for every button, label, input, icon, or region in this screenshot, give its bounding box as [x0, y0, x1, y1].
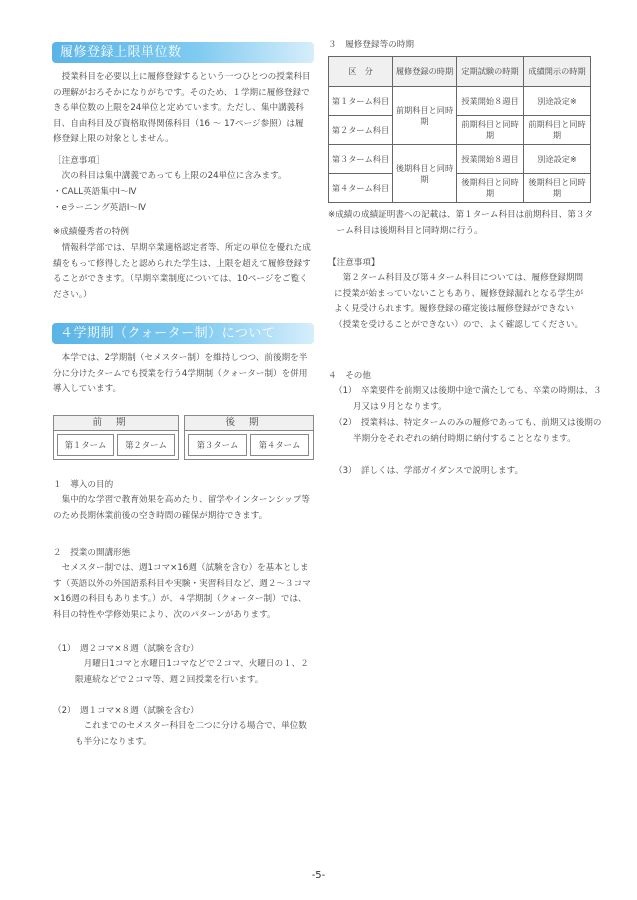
- other-heading: ４ その他: [328, 371, 371, 381]
- format-body: セメスター制では、週1コマ×16週（試験を含む）を基本とします（英語以外の外国語系科目や実験・実習科目など、週２～３コマ×16週の科目もあります。）が、４学期制（クォーター制）では、科目の特性や学修効果により、次のパターンがあります。: [53, 563, 311, 620]
- second-half-box: [184, 430, 314, 460]
- header-registration: 履修登録の時期: [393, 57, 457, 87]
- registration-period-heading: ３ 履修登録等の時期: [328, 40, 414, 50]
- first-half-box: [53, 430, 179, 460]
- note-item-call: ・CALL英語集中Ⅰ～Ⅳ: [53, 187, 137, 197]
- pattern2-heading: （2） 週１コマ×８週（試験を含む）: [53, 706, 199, 716]
- registration-second-half: 後期科目と同時期: [393, 145, 457, 203]
- row-exam: 後期科目と同時期: [457, 174, 524, 203]
- header-grade: 成績開示の時期: [524, 57, 591, 87]
- pattern2-body: これまでのセメスター科目を二つに分ける場合で、単位数も半分になります。: [75, 721, 307, 747]
- page-number: -5-: [311, 870, 326, 881]
- credit-limit-body: 授業科目を必要以上に履修登録するという一つひとつの授業科目の理解がおろそかになりがちです。そのため、１学期に履修登録できる単位数の上限を24単位と定めています。ただし、集中講義科目、自由科目及び資格取得関係科目（16 ～ 17ページ参照）は履修登録上限の対象としません。: [53, 72, 311, 144]
- section-title-quarter-system: ４学期制（クォーター制）について: [52, 323, 314, 344]
- exception-heading: ※成績優秀者の特例: [53, 227, 129, 237]
- term-1: 第１ターム: [57, 434, 114, 456]
- registration-first-half: 前期科目と同時期: [393, 87, 457, 145]
- notes-heading: ［注意事項］: [53, 156, 105, 166]
- row-exam: 前期科目と同時期: [457, 116, 524, 145]
- row-grade: 別途設定※: [524, 145, 591, 174]
- first-half-label: 前期: [53, 415, 179, 430]
- purpose-body: 集中的な学習で教育効果を高めたり、留学やインターンシップ等のため長期休業前後の空き時間の確保が期待できます。: [53, 495, 310, 521]
- row-term: 第４ターム科目: [329, 174, 393, 203]
- other-item-2: （2） 授業料は、特定タームのみの履修であっても、前期又は後期の半期分をそれぞれの納付時期に納付することとなります。: [334, 418, 602, 444]
- quarter-diagram: [53, 415, 313, 457]
- table-row: [329, 116, 591, 145]
- row-term: 第２ターム科目: [329, 116, 393, 145]
- other-item-1: （1） 卒業要件を前期又は後期中途で満たしても、卒業の時期は、３月又は９月となります。: [334, 386, 602, 412]
- note-item-elearning: ・eラーニング英語Ⅰ～Ⅳ: [53, 203, 146, 213]
- table-row: [329, 174, 591, 203]
- table-row: [329, 87, 591, 116]
- table-note: ※成績の成績証明書への記載は、第１ターム科目は前期科目、第３ターム科目は後期科目と同時期に行う。: [328, 210, 594, 236]
- caution-heading: 【注意事項】: [328, 258, 380, 268]
- caution-body: 第２ターム科目及び第４ターム科目については、履修登録期間に授業が始まっていないこともあり、履修登録漏れとなる学生がよく見受けられます。履修登録の確定後は履修登録ができない（授業を受けることができない）ので、よく確認してください。: [334, 273, 584, 330]
- header-exam: 定期試験の時期: [457, 57, 524, 87]
- pattern1-heading: （1） 週２コマ×８週（試験を含む）: [53, 644, 199, 654]
- row-term: 第１ターム科目: [329, 87, 393, 116]
- other-item-3: （3） 詳しくは、学部ガイダンスで説明します。: [334, 466, 524, 476]
- purpose-heading: １ 導入の目的: [53, 480, 114, 490]
- second-half-label: 後期: [184, 415, 314, 430]
- registration-period-table: [328, 56, 591, 203]
- row-exam: 授業開始８週目: [457, 145, 524, 174]
- table-header-row: [329, 57, 591, 87]
- term-3: 第３ターム: [188, 434, 247, 456]
- notes-body: 次の科目は集中講義であっても上限の24単位に含みます。: [61, 171, 287, 181]
- pattern1-body: 月曜日1コマと水曜日1コマなどで２コマ、火曜日の１、２限連続などで２コマ等、週２回授業を行います。: [75, 659, 309, 685]
- exception-body: 情報科学部では、早期卒業適格認定者等、所定の単位を優れた成績をもって修得したと認められた学生は、上限を超えて履修登録することができます。（早期卒業制度については、10ページをご覧ください。）: [53, 243, 311, 300]
- term-4: 第４ターム: [250, 434, 309, 456]
- row-grade: 前期科目と同時期: [524, 116, 591, 145]
- table-row: [329, 145, 591, 174]
- row-term: 第３ターム科目: [329, 145, 393, 174]
- row-grade: 別途設定※: [524, 87, 591, 116]
- row-grade: 後期科目と同時期: [524, 174, 591, 203]
- header-category: 区 分: [329, 57, 393, 87]
- row-exam: 授業開始８週目: [457, 87, 524, 116]
- format-heading: ２ 授業の開講形態: [53, 548, 131, 558]
- section-title-credit-limit: 履修登録上限単位数: [52, 42, 314, 63]
- term-2: 第２ターム: [117, 434, 175, 456]
- quarter-intro: 本学では、2学期制（セメスター制）を維持しつつ、前後期を半分に分けたタームでも授業を行う4学期制（クォーター制）を併用導入しています。: [53, 353, 308, 394]
